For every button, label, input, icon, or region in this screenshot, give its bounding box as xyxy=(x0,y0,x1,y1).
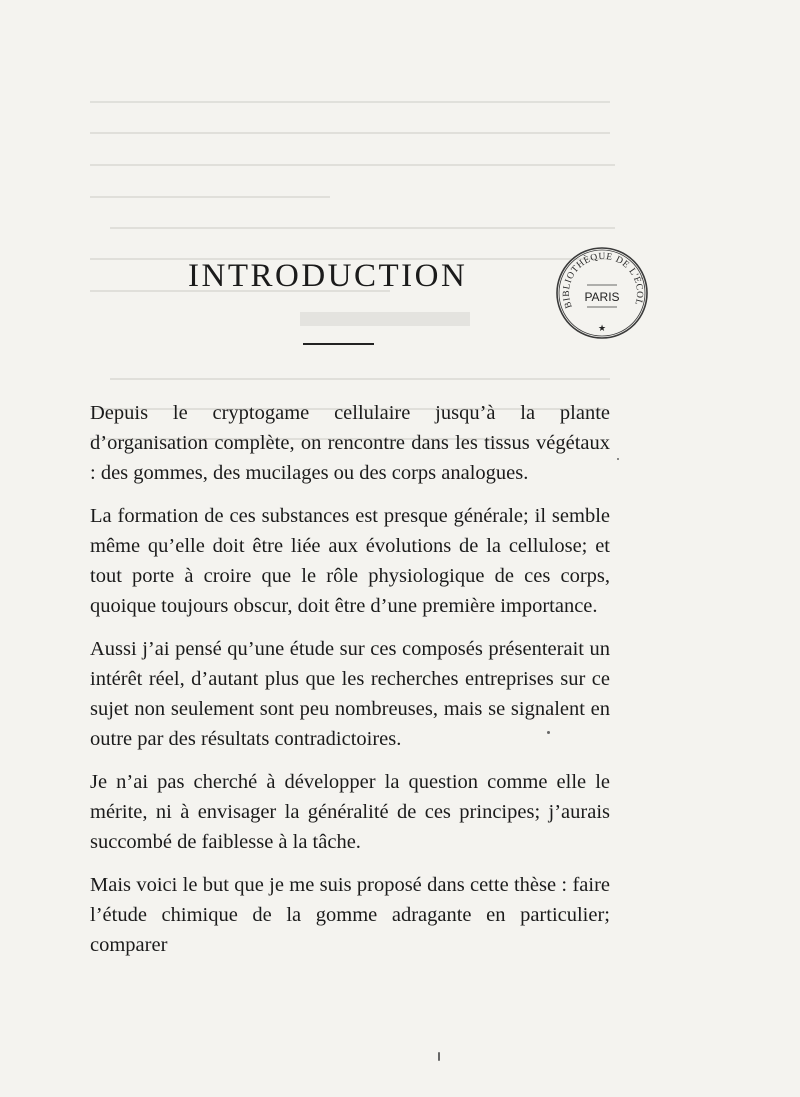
page-title: INTRODUCTION xyxy=(188,258,468,294)
paragraph-1: Depuis le cryptogame cellulaire jusqu’à la plante d’organisation complète, on rencontre dans les tissus végétaux : des gommes, des mucilages ou des corps analogues. xyxy=(90,402,610,484)
title-rule xyxy=(303,343,374,345)
paragraph-3: Aussi j’ai pensé qu’une étude sur ces composés présenterait un intérêt réel, d’autant plus que les recherches entreprises sur ce sujet non seulement sont peu nombreuses, mais se signalent en outre par des résultats contradictoires. xyxy=(90,638,610,750)
stamp-center-text: PARIS xyxy=(584,290,620,304)
body-text xyxy=(90,398,610,973)
library-stamp xyxy=(554,245,650,341)
paper-speck xyxy=(617,458,619,460)
stamp-outer-text: BIBLIOTHÈQUE DE L'ÉCOL xyxy=(561,251,645,310)
paragraph-4: Je n’ai pas cherché à développer la question comme elle le mérite, ni à envisager la généralité de ces principes; j’aurais succombé de faiblesse à la tâche. xyxy=(90,771,610,853)
paragraph-2: La formation de ces substances est presque générale; il semble même qu’elle doit être liée aux évolutions de la cellulose; et tout porte à croire que le rôle physiologique de ces corps, quoique toujours obscur, doit être d’une première importance. xyxy=(90,505,610,617)
svg-text:★: ★ xyxy=(597,323,607,333)
paper-speck xyxy=(438,1052,440,1061)
paragraph-5: Mais voici le but que je me suis proposé dans cette thèse : faire l’étude chimique de la gomme adragante en particulier; comparer xyxy=(90,874,610,956)
paper-speck xyxy=(547,731,550,734)
